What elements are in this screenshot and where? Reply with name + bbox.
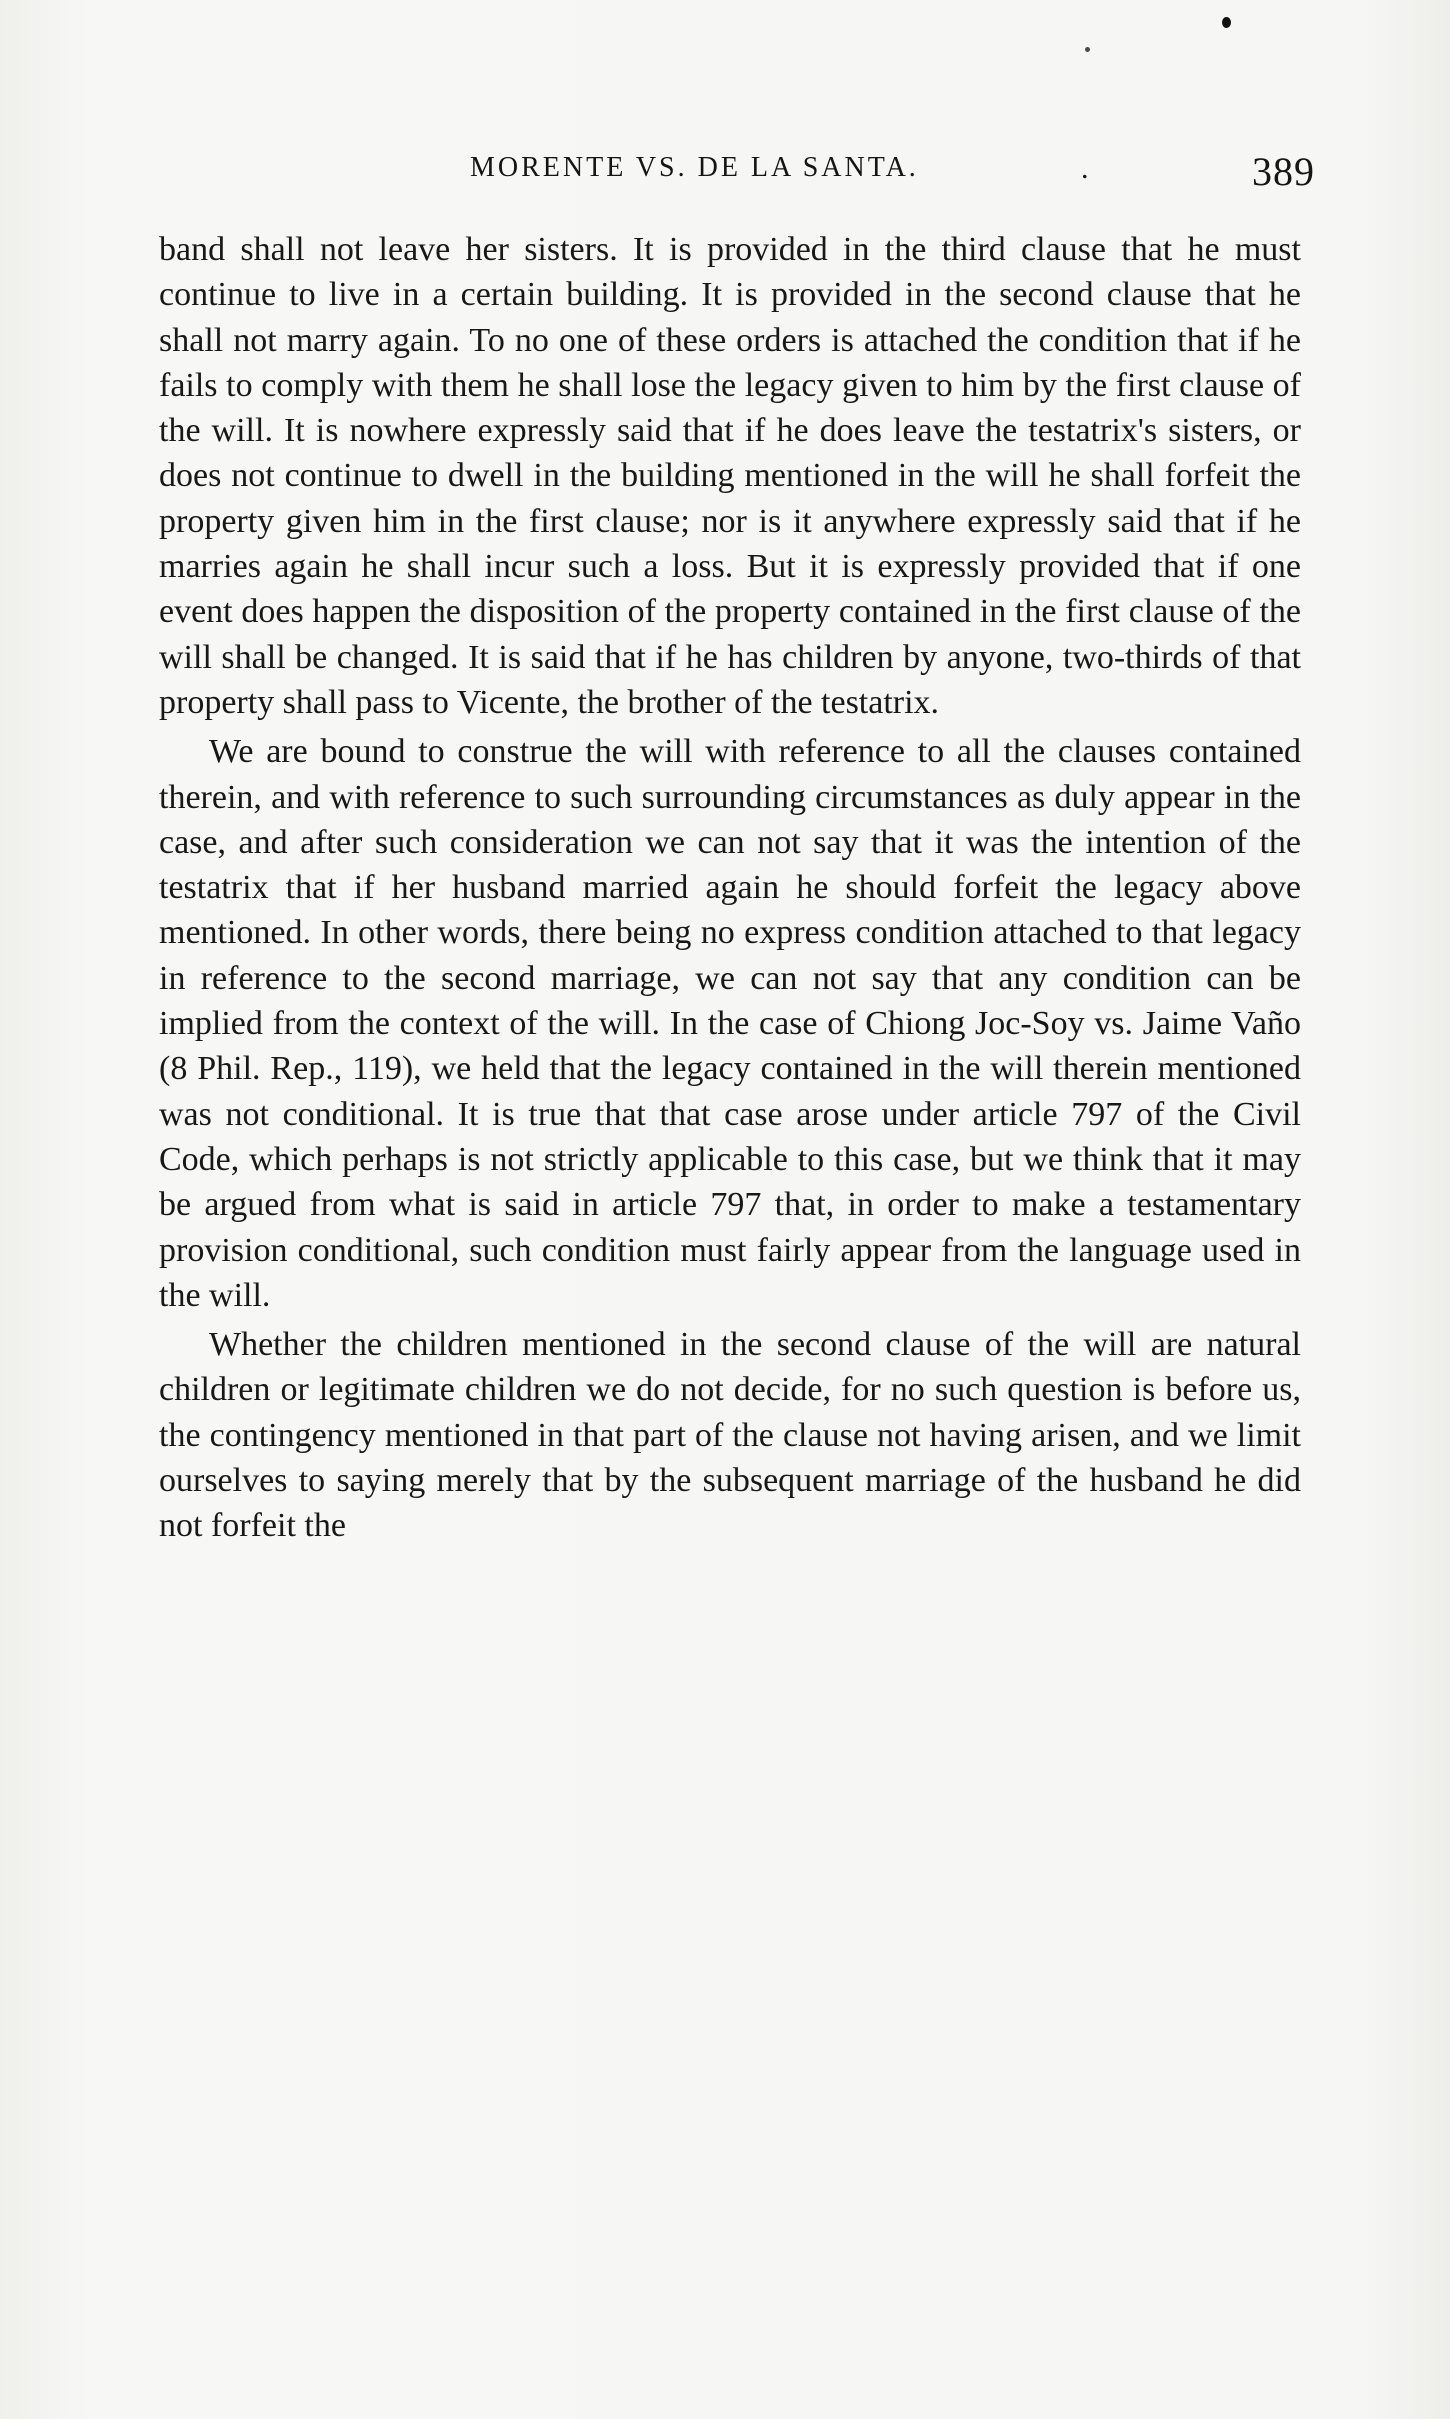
- running-head: [0, 149, 1450, 202]
- ink-speck: [1222, 17, 1231, 28]
- body-text: [159, 227, 1301, 1549]
- running-title: MORENTE VS. DE LA SANTA.: [470, 152, 919, 183]
- paragraph-construction: We are bound to construe the will with reference to all the clauses contained therein, and with reference to such surrounding circumstances as duly appear in the case, and after such consideration we can not say that it was the intention of the testatrix that if her husband married again he should forfeit the legacy above mentioned. In other words, there being no express condition attached to that legacy in reference to the second marriage, we can not say that any condition can be implied from the context of the will. In the case of Chiong Joc-Soy vs. Jaime Vaño (8 Phil. Rep., 119), we held that the legacy contained in the will therein mentioned was not conditional. It is true that that case arose under article 797 of the Civil Code, which perhaps is not strictly applicable to this case, but we think that it may be argued from what is said in article 797 that, in order to make a testamentary provision conditional, such condition must fairly appear from the language used in the will.: [159, 733, 1301, 1314]
- paragraph-children: Whether the children mentioned in the second clause of the will are natural children or legitimate children we do not decide, for no such question is before us, the contingency mentioned in that part of the clause not having arisen, and we limit ourselves to saying merely that by the subsequent marriage of the husband he did not forfeit the: [159, 1326, 1301, 1545]
- ink-speck: [1085, 47, 1090, 52]
- page-number: 389: [1252, 149, 1315, 194]
- paragraph-continuation: band shall not leave her sisters. It is provided in the third clause that he must continue to live in a certain building. It is provided in the second clause that he shall not marry again. To no one of these orders is attached the condition that if he fails to comply with them he shall lose the legacy given to him by the first clause of the will. It is nowhere expressly said that if he does leave the testatrix's sisters, or does not continue to dwell in the building mentioned in the will he shall forfeit the property given him in the first clause; nor is it anywhere expressly said that if he marries again he shall incur such a loss. But it is expressly provided that if one event does happen the disposition of the property contained in the first clause of the will shall be changed. It is said that if he has children by anyone, two-thirds of that property shall pass to Vicente, the brother of the testatrix.: [159, 231, 1301, 721]
- header-mark: .: [1081, 152, 1089, 185]
